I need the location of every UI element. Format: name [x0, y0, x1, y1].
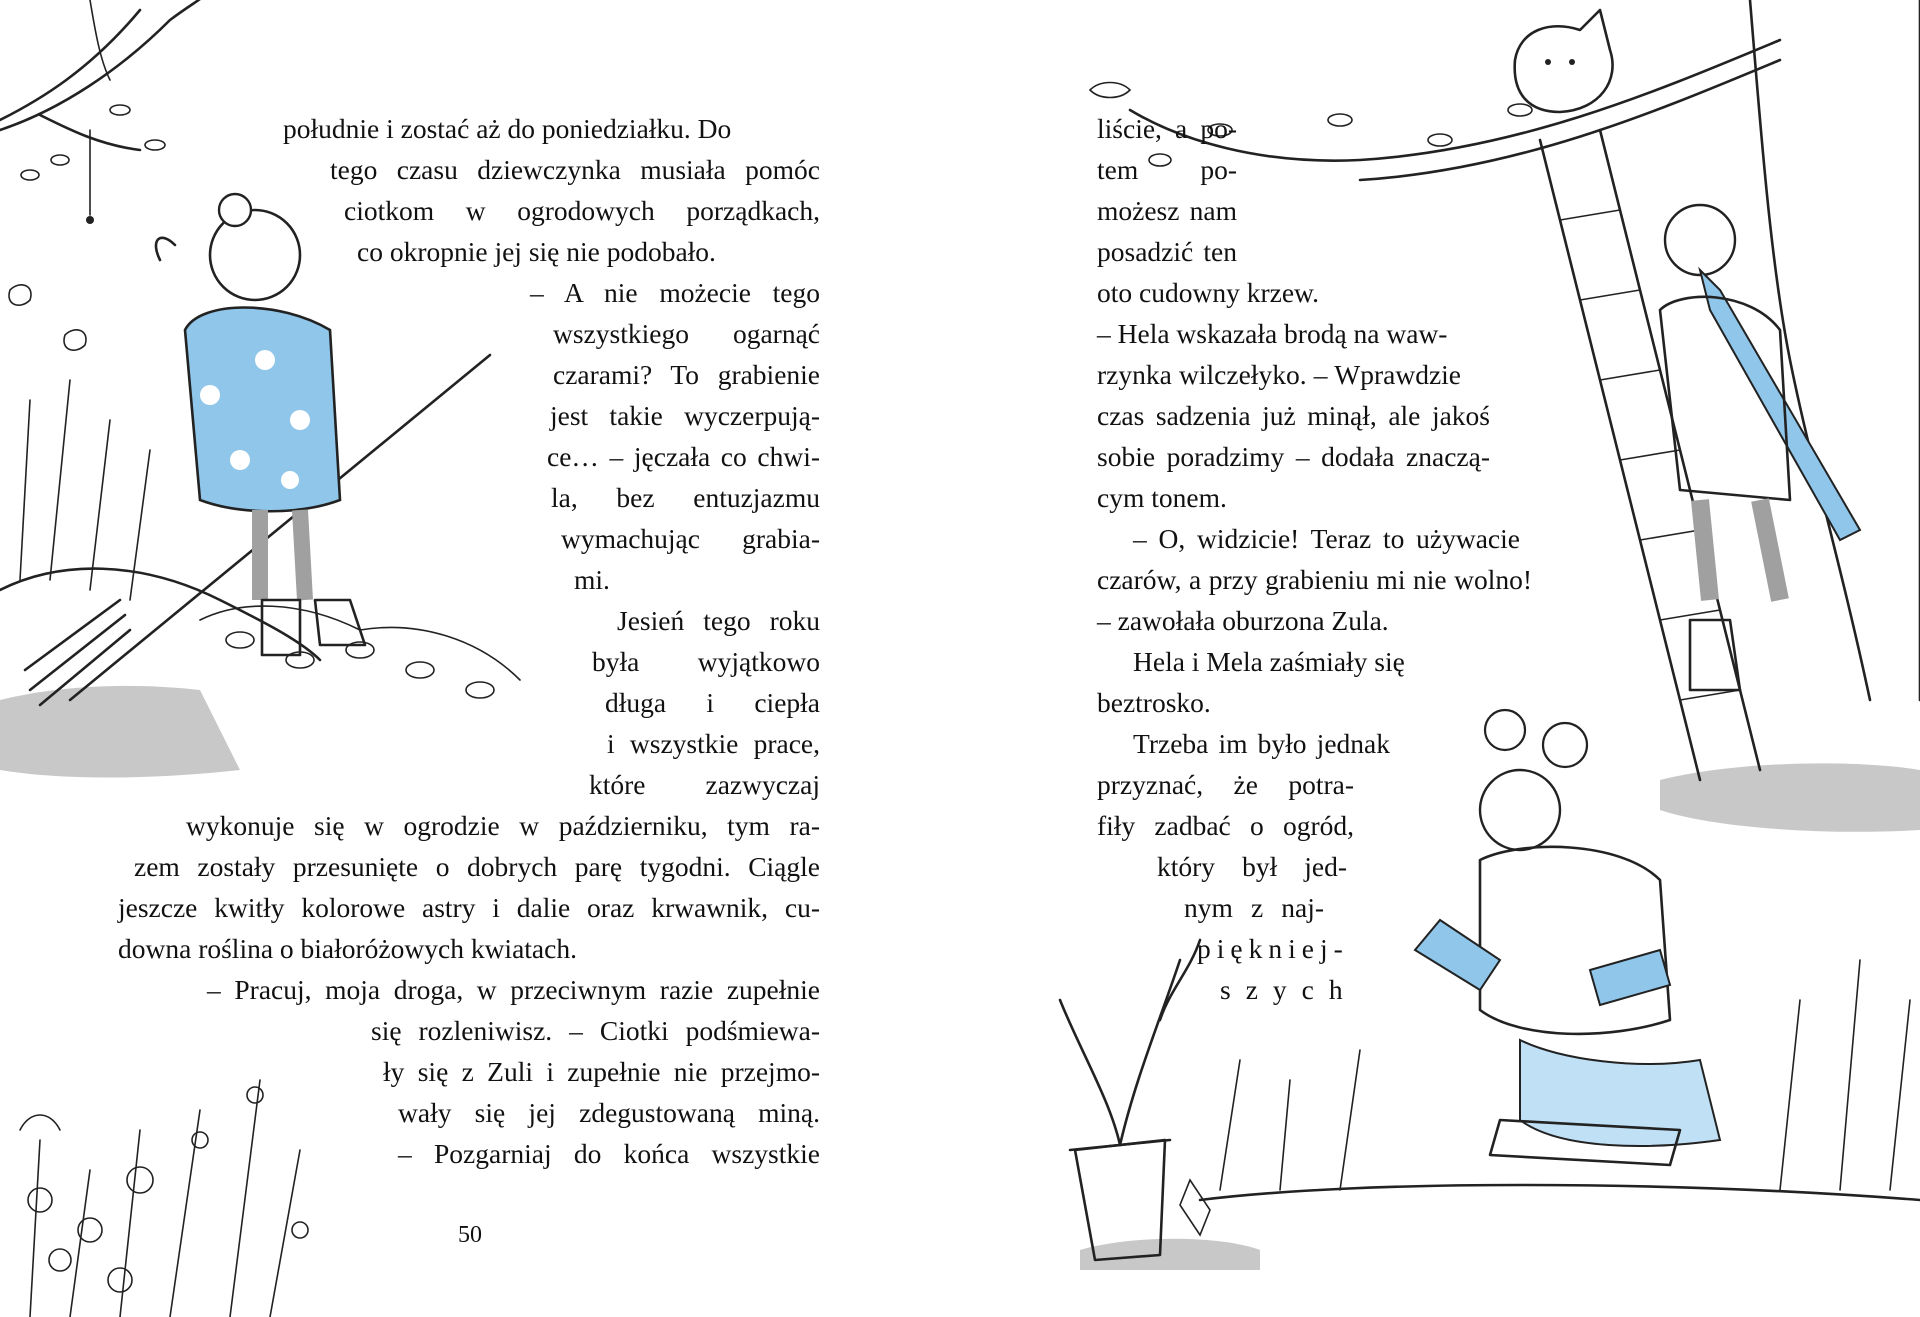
text-line: wały się jej zdegustowaną miną.	[398, 1097, 820, 1128]
text-line: sobie poradzimy – dodała znaczą-	[1097, 441, 1490, 472]
text-line: się rozleniwisz. – Ciotki podśmiewa-	[371, 1015, 820, 1046]
right-page	[960, 0, 1920, 1317]
text-line: ły się z Zuli i zupełnie nie przejmo-	[383, 1056, 820, 1087]
text-line: i wszystkie prace,	[607, 728, 820, 759]
text-line: wymachując grabia-	[561, 523, 820, 554]
tree-branch-illustration	[0, 0, 205, 224]
text-line: wszystkiego ogarnąć	[553, 318, 820, 349]
flowers-illustration	[20, 1080, 308, 1317]
text-line: wykonuje się w ogrodzie w październiku, tym ra-	[186, 810, 820, 841]
text-line: Trzeba im było jednak	[1133, 728, 1390, 759]
text-line: tego czasu dziewczynka musiała pomóc	[330, 154, 820, 185]
text-line: piękniej-	[1197, 933, 1349, 964]
text-line: nym z naj-	[1184, 892, 1324, 923]
text-line: – zawołała oburzona Zula.	[1097, 605, 1389, 636]
text-line: – O, widzicie! Teraz to używacie	[1133, 523, 1520, 554]
text-line: posadzić ten	[1097, 236, 1237, 267]
text-line: cym tonem.	[1097, 482, 1227, 513]
text-line: oto cudowny krzew.	[1097, 277, 1319, 308]
text-line: – Hela wskazała brodą na waw-	[1097, 318, 1448, 349]
text-line: tem po-	[1097, 154, 1237, 185]
text-line: który był jed-	[1157, 851, 1347, 882]
text-line: południe i zostać aż do poniedziałku. Do	[283, 113, 732, 144]
text-line: jeszcze kwitły kolorowe astry i dalie oraz krwawnik, cu-	[118, 892, 820, 923]
text-line: – Pozgarniaj do końca wszystkie	[398, 1138, 820, 1169]
text-line: rzynka wilczełyko. – Wprawdzie	[1097, 359, 1461, 390]
text-line: szych	[1220, 974, 1358, 1005]
ground-shadow	[0, 686, 240, 778]
text-line: czarami? To grabienie	[553, 359, 820, 390]
text-line: downa roślina o białoróżowych kwiatach.	[118, 933, 577, 964]
text-line: – A nie możecie tego	[530, 277, 820, 308]
text-line: czas sadzenia już minął, ale jakoś	[1097, 400, 1490, 431]
aunt-on-ladder-illustration	[1660, 205, 1860, 690]
text-line: Hela i Mela zaśmiały się	[1133, 646, 1405, 677]
leaf-icon	[9, 285, 31, 305]
text-line: co okropnie jej się nie podobało.	[357, 236, 716, 267]
text-line: które zazwyczaj	[589, 769, 820, 800]
page-number: 50	[458, 1222, 482, 1248]
text-line: ce… – jęczała co chwi-	[547, 441, 820, 472]
text-line: – Pracuj, moja droga, w przeciwnym razie zupełnie	[207, 974, 820, 1005]
bird-icon	[1090, 83, 1130, 98]
text-line: jest takie wyczerpują-	[550, 400, 820, 431]
text-line: czarów, a przy grabieniu mi nie wolno!	[1097, 564, 1532, 595]
text-line: liście, a po-	[1097, 113, 1237, 144]
text-line: fiły zadbać o ogród,	[1097, 810, 1354, 841]
text-line: ciotkom w ogrodowych porządkach,	[344, 195, 820, 226]
text-line: przyznać, że potra-	[1097, 769, 1354, 800]
text-line: była wyjątkowo	[592, 646, 820, 677]
text-line: mi.	[574, 564, 610, 595]
text-line: Jesień tego roku	[617, 605, 820, 636]
text-line: beztrosko.	[1097, 687, 1211, 718]
text-line: długa i ciepła	[605, 687, 820, 718]
text-line: możesz nam	[1097, 195, 1237, 226]
text-line: la, bez entuzjazmu	[551, 482, 820, 513]
text-line: zem zostały przesunięte o dobrych parę tygodni. Ciągle	[134, 851, 820, 882]
leaf-icon	[64, 330, 86, 350]
